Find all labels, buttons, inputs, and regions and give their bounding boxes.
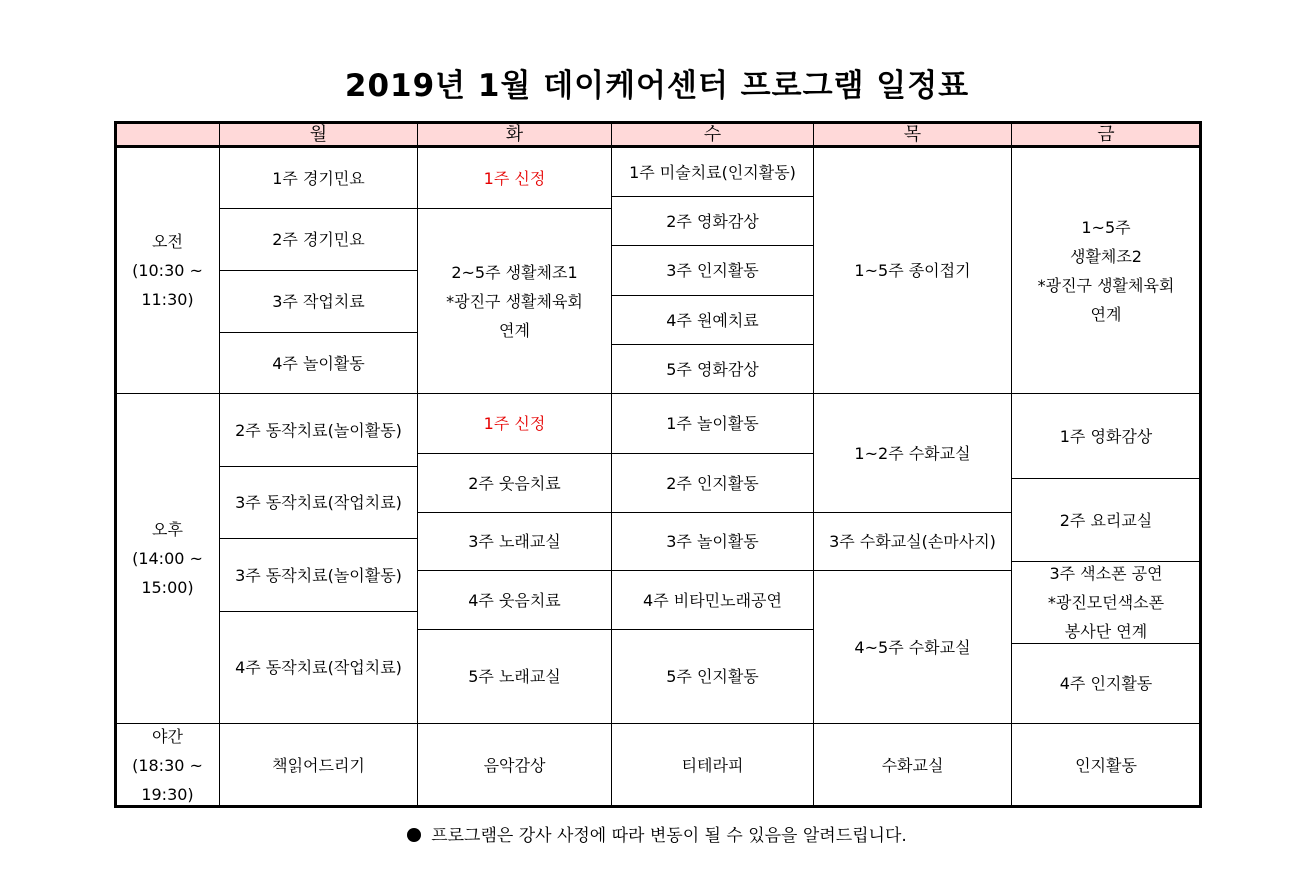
afternoon-tue-week3: 3주 노래교실 bbox=[417, 512, 612, 571]
afternoon-thu-week1-2: 1~2주 수화교실 bbox=[813, 393, 1012, 513]
afternoon-tue-week5: 5주 노래교실 bbox=[417, 629, 612, 724]
afternoon-tue-week2: 2주 웃음치료 bbox=[417, 453, 612, 513]
morning-tue-week1-holiday: 1주 신정 bbox=[417, 147, 612, 209]
morning-wed-week2: 2주 영화감상 bbox=[611, 196, 814, 246]
afternoon-fri-week3: 3주 색소폰 공연 *광진모던색소폰 봉사단 연계 bbox=[1011, 561, 1201, 644]
afternoon-fri-week4: 4주 인지활동 bbox=[1011, 643, 1201, 724]
morning-wed-week5: 5주 영화감상 bbox=[611, 344, 814, 394]
afternoon-thu-week4-5: 4~5주 수화교실 bbox=[813, 570, 1012, 724]
period-morning-label: 오전 (10:30 ~ 11:30) bbox=[115, 147, 220, 394]
header-fri: 금 bbox=[1011, 123, 1201, 147]
page-title: 2019년 1월 데이케어센터 프로그램 일정표 bbox=[344, 68, 970, 104]
evening-wed: 티테라피 bbox=[611, 723, 814, 807]
afternoon-wed-week4: 4주 비타민노래공연 bbox=[611, 570, 814, 630]
evening-fri: 인지활동 bbox=[1011, 723, 1201, 807]
afternoon-wed-week3: 3주 놀이활동 bbox=[611, 512, 814, 571]
afternoon-mon-week2: 2주 동작치료(놀이활동) bbox=[219, 393, 418, 467]
header-wed: 수 bbox=[611, 123, 814, 147]
evening-mon: 책읽어드리기 bbox=[219, 723, 418, 807]
table-top-border bbox=[114, 121, 1202, 124]
afternoon-wed-week2: 2주 인지활동 bbox=[611, 453, 814, 513]
footer-note-text: 프로그램은 강사 사정에 따라 변동이 될 수 있음을 알려드립니다. bbox=[431, 826, 907, 846]
period-evening-label: 야간 (18:30 ~ 19:30) bbox=[115, 723, 220, 807]
afternoon-fri-week1: 1주 영화감상 bbox=[1011, 393, 1201, 479]
header-mon: 월 bbox=[219, 123, 418, 147]
morning-wed-week3: 3주 인지활동 bbox=[611, 245, 814, 296]
morning-mon-week3: 3주 작업치료 bbox=[219, 270, 418, 333]
header-separator bbox=[114, 145, 1202, 148]
evening-thu: 수화교실 bbox=[813, 723, 1012, 807]
morning-thu: 1~5주 종이접기 bbox=[813, 147, 1012, 394]
afternoon-wed-week1: 1주 놀이활동 bbox=[611, 393, 814, 454]
morning-wed-week4: 4주 원예치료 bbox=[611, 295, 814, 345]
morning-mon-week2: 2주 경기민요 bbox=[219, 208, 418, 271]
period-afternoon-label: 오후 (14:00 ~ 15:00) bbox=[115, 393, 220, 724]
table-left-border bbox=[114, 121, 117, 808]
evening-tue: 음악감상 bbox=[417, 723, 612, 807]
afternoon-fri-week2: 2주 요리교실 bbox=[1011, 478, 1201, 562]
footer-note bbox=[0, 821, 1314, 846]
afternoon-mon-week3b: 3주 동작치료(놀이활동) bbox=[219, 538, 418, 612]
header-thu: 목 bbox=[813, 123, 1012, 147]
morning-tue-week2-5: 2~5주 생활체조1 *광진구 생활체육회 연계 bbox=[417, 208, 612, 394]
afternoon-wed-week5: 5주 인지활동 bbox=[611, 629, 814, 724]
afternoon-thu-week3: 3주 수화교실(손마사지) bbox=[813, 512, 1012, 571]
morning-fri: 1~5주 생활체조2 *광진구 생활체육회 연계 bbox=[1011, 147, 1201, 394]
table-bottom-border bbox=[114, 805, 1202, 808]
morning-wed-week1: 1주 미술치료(인지활동) bbox=[611, 147, 814, 197]
header-tue: 화 bbox=[417, 123, 612, 147]
afternoon-mon-week4: 4주 동작치료(작업치료) bbox=[219, 611, 418, 724]
header-corner bbox=[115, 123, 220, 147]
morning-mon-week4: 4주 놀이활동 bbox=[219, 332, 418, 394]
table-right-border bbox=[1199, 121, 1202, 808]
afternoon-tue-week1-holiday: 1주 신정 bbox=[417, 393, 612, 454]
bullet-icon bbox=[407, 828, 421, 842]
afternoon-mon-week3a: 3주 동작치료(작업치료) bbox=[219, 466, 418, 539]
morning-mon-week1: 1주 경기민요 bbox=[219, 147, 418, 209]
afternoon-tue-week4: 4주 웃음치료 bbox=[417, 570, 612, 630]
